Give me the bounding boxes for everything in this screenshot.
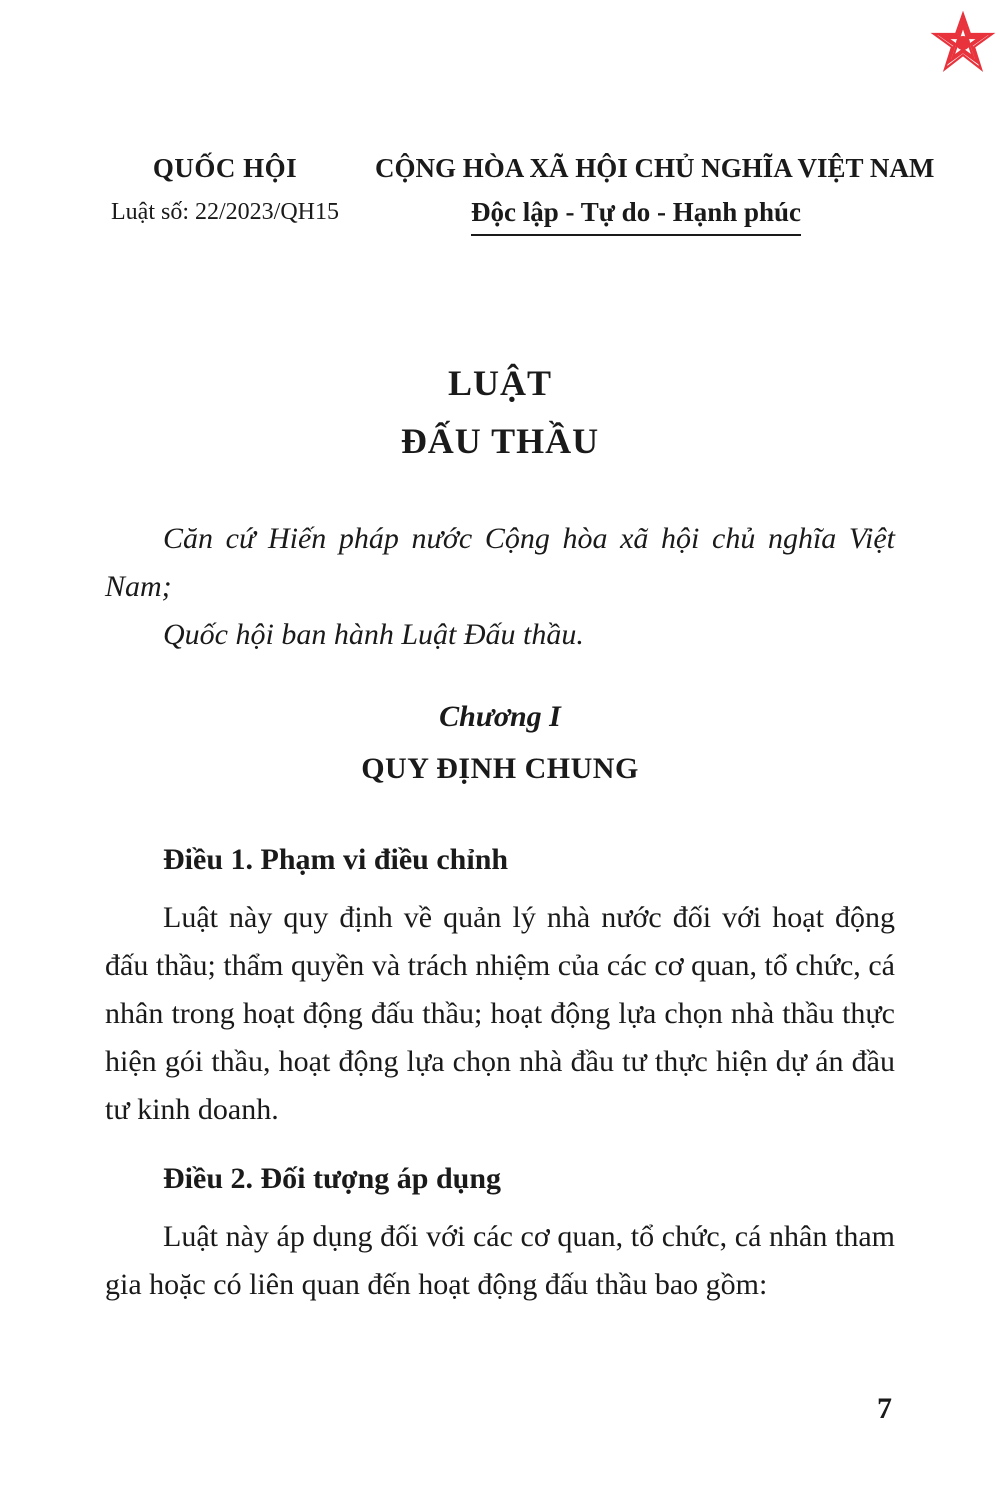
article-1-body: [105, 894, 895, 1134]
page-number: 7: [877, 1392, 892, 1425]
law-number: Luật số: 22/2023/QH15: [111, 199, 339, 225]
article-1-title: Điều 1. Phạm vi điều chỉnh: [163, 843, 509, 876]
article-2-body: [105, 1213, 895, 1309]
document-title: ĐẤU THẦU: [400, 421, 600, 461]
national-heading: [375, 150, 935, 236]
article-1-paragraph: Luật này quy định về quản lý nhà nước đối với hoạt động đấu thầu; thẩm quyền và trách nhiệm của các cơ quan, tổ chức, cá nhân trong hoạt động đấu thầu; hoạt động lựa chọn nhà thầu thực hiện gói thầu, hoạt động lựa chọn nhà đầu tư thực hiện dự án đầu tư kinh doanh.: [105, 901, 895, 1126]
chapter-number: Chương I: [439, 700, 561, 733]
article-2-paragraph: Luật này áp dụng đối với các cơ quan, tổ chức, cá nhân tham gia hoặc có liên quan đến hoạt động đấu thầu bao gồm:: [105, 1220, 895, 1301]
publisher-star-logo-icon: [930, 10, 996, 76]
preamble-basis: Căn cứ Hiến pháp nước Cộng hòa xã hội chủ nghĩa Việt Nam;: [105, 522, 895, 603]
country-name: CỘNG HÒA XÃ HỘI CHỦ NGHĨA VIỆT NAM: [375, 153, 935, 183]
issuer-name: QUỐC HỘI: [152, 153, 298, 183]
article-2-title: Điều 2. Đối tượng áp dụng: [163, 1162, 502, 1195]
chapter-name: QUY ĐỊNH CHUNG: [361, 752, 639, 785]
issuer-block: [100, 150, 350, 230]
preamble: [105, 515, 895, 659]
preamble-enactment: Quốc hội ban hành Luật Đấu thầu.: [163, 618, 584, 651]
national-motto: Độc lập - Tự do - Hạnh phúc: [471, 194, 801, 236]
document-type: LUẬT: [447, 363, 553, 403]
